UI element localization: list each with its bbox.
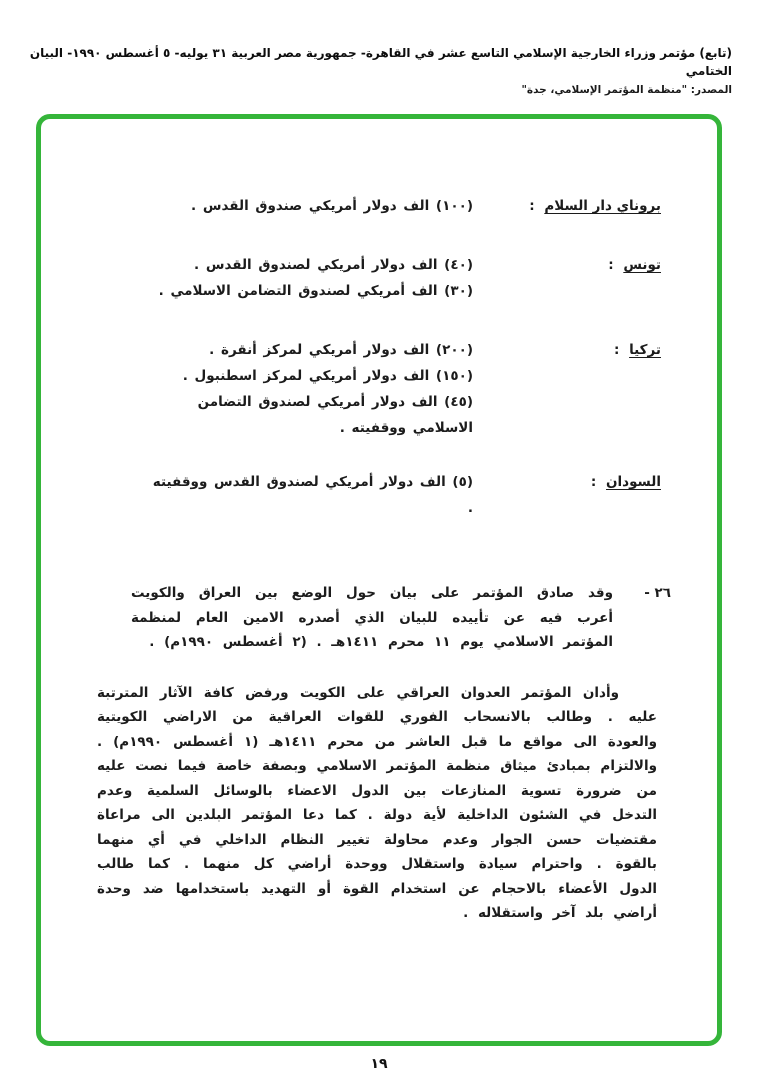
paragraph-condemnation: وأدان المؤتمر العدوان العراقي على الكويت ورفض كافة الآثار المترتبة عليه . وطالب بالانسحاب الفوري للقوات العراقية من الاراضي الكويتية والعودة الى مواقع ما قبل العاشر من محرم ١٤١١هـ (١ أغسطس ١٩٩٠م) . والالتزام بمبادئ ميثاق منظمة المؤتمر الاسلامي وبصفة خاصة فيما نصت عليه من ضرورة تسوية المنازعات بين الدول الاعضاء بالوسائل السلمية وعدم التدخل في الشئون الداخلية لأية دولة . كما دعا المؤتمر البلدين الى مراعاة مقتضيات حسن الجوار وعدم محاولة تغيير النظام الداخلي في أي منهما بالقوة . واحترام سيادة واستقلال ووحدة أراضي كل منهما . كما طالب الدول الأعضاء بالاحجام عن استخدام القوة أو التهديد باستخدامها ضد وحدة أراضي بلد آخر واستقلاله . xyxy=(97,684,657,921)
page-number: ١٩ xyxy=(370,1056,388,1072)
paragraph-26-text: وقد صادق المؤتمر على بيان حول الوضع بين العراق والكويت أعرب فيه عن تأييده للبيان الذي أصدره الامين العام لمنظمة المؤتمر الاسلامي يوم ١١ محرم ١٤١١هـ . (٢ أغسطس ١٩٩٠م) . xyxy=(131,585,613,650)
separator-colon: : xyxy=(529,198,535,214)
document-header xyxy=(0,0,758,98)
country-cell xyxy=(473,337,661,363)
pledge-entry-turkey xyxy=(75,337,677,441)
header-title: (تابع) مؤتمر وزراء الخارجية الإسلامي التاسع عشر في القاهرة- جمهورية مصر العربية ٣١ يوليه- ٥ أغسطس ١٩٩٠- البيان الختامي xyxy=(29,46,732,78)
country-name: السودان xyxy=(606,474,661,490)
pledge-line: (١٥٠) الف دولار أمريكي لمركز اسطنبول . xyxy=(182,368,473,384)
pledge-line: (٣٠) الف أمريكي لصندوق التضامن الاسلامي . xyxy=(158,283,473,299)
country-name: تونس xyxy=(623,257,661,273)
separator-colon: : xyxy=(613,342,620,358)
green-border-frame xyxy=(36,114,722,1046)
paragraph-number: ٢٦ - xyxy=(644,585,671,601)
country-cell xyxy=(473,469,661,495)
pledge-amounts xyxy=(143,193,473,219)
pledge-line: (١٠٠) الف دولار أمريكي صندوق القدس . xyxy=(191,198,473,214)
pledge-line: (٥) الف دولار أمريكي لصندوق القدس ووقفيته . xyxy=(152,474,473,516)
paragraph-26 xyxy=(75,581,677,655)
scanned-text-area xyxy=(41,119,717,926)
country-cell xyxy=(473,252,661,278)
pledge-amounts xyxy=(143,337,473,441)
country-name: تركيا xyxy=(629,342,661,358)
pledge-amounts xyxy=(143,252,473,304)
pledge-line: (٢٠٠) الف دولار أمريكي لمركز أنقرة . xyxy=(209,342,473,358)
separator-colon: : xyxy=(608,257,614,273)
pledge-entry-brunei xyxy=(75,193,677,219)
country-cell xyxy=(473,193,661,219)
header-source: المصدر: "منظمة المؤتمر الإسلامي، جدة" xyxy=(521,84,732,96)
pledge-line: (٤٠) الف دولار أمريكي لصندوق القدس . xyxy=(193,257,473,273)
pledge-amounts xyxy=(143,469,473,521)
pledge-entry-tunisia xyxy=(75,252,677,304)
country-name: بروناي دار السلام xyxy=(544,198,661,214)
pledge-line: (٤٥) الف دولار أمريكي لصندوق التضامن الاسلامي ووقفيته . xyxy=(197,394,473,436)
separator-colon: : xyxy=(590,474,597,490)
pledge-entry-sudan xyxy=(75,469,677,521)
